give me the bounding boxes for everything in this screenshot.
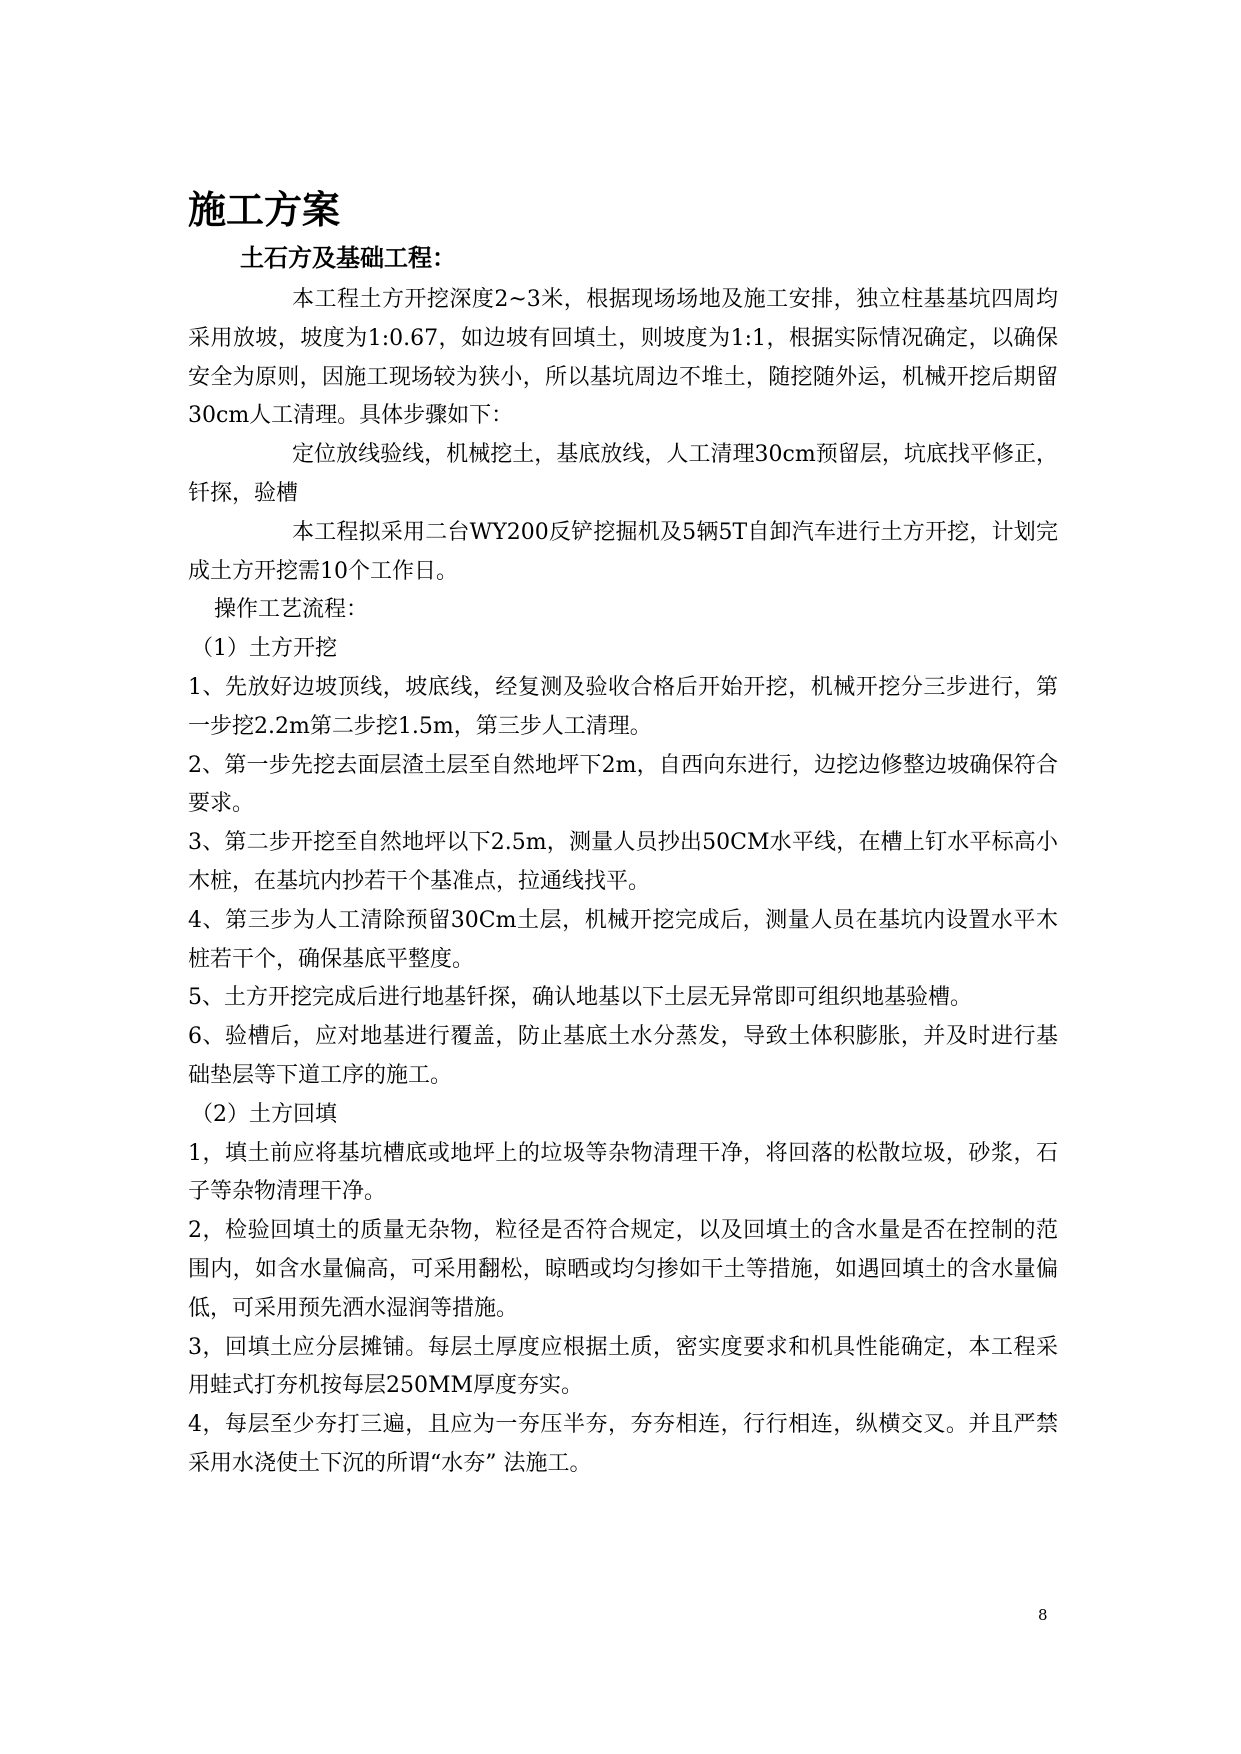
paragraph-excavation-item-1: 1、先放好边坡顶线，坡底线，经复测及验收合格后开始开挖，机械开挖分三步进行，第一步挖2.2m第二步挖1.5m，第三步人工清理。 (188, 674, 1058, 739)
page-title: 施工方案 (188, 188, 341, 232)
paragraph-excavation-steps: 定位放线验线，机械挖土，基底放线，人工清理30cm预留层，坑底找平修正，钎探，验槽 (188, 442, 1058, 506)
paragraph-subsection-excavation: （1）土方开挖 (191, 636, 337, 662)
paragraph-excavation-item-3: 3、第二步开挖至自然地坪以下2.5m，测量人员抄出50CM水平线，在槽上钉水平标高小木桩，在基坑内抄若干个基准点，拉通线找平。 (188, 830, 1058, 894)
paragraph-equipment-plan: 本工程拟采用二台WY200反铲挖掘机及5辆5T自卸汽车进行土方开挖，计划完成土方开挖需10个工作日。 (188, 519, 1058, 584)
paragraph-excavation-overview: 本工程土方开挖深度2~3米，根据现场场地及施工安排，独立柱基基坑四周均采用放坡，坡度为1:0.67，如边坡有回填土，则坡度为1:1，根据实际情况确定，以确保安全为原则，因施工现场较为狭小，所以基坑周边不堆土，随挖随外运，机械开挖后期留30cm人工清理。具体步骤如下： (188, 287, 1058, 429)
paragraph-excavation-item-6: 6、验槽后，应对地基进行覆盖，防止基底土水分蒸发，导致土体积膨胀，并及时进行基础垫层等下道工序的施工。 (188, 1024, 1058, 1088)
section-heading: 土石方及基础工程： (240, 244, 456, 272)
page-number: 8 (1038, 1606, 1048, 1624)
paragraph-excavation-item-5: 5、土方开挖完成后进行地基钎探，确认地基以下土层无异常即可组织地基验槽。 (188, 985, 972, 1011)
paragraph-excavation-item-2: 2、第一步先挖去面层渣土层至自然地坪下2m，自西向东进行，边挖边修整边坡确保符合要求。 (188, 752, 1058, 817)
paragraph-backfill-item-1: 1，填土前应将基坑槽底或地坪上的垃圾等杂物清理干净，将回落的松散垃圾，砂浆，石子等杂物清理干净。 (188, 1140, 1058, 1205)
paragraph-backfill-item-3: 3，回填土应分层摊铺。每层土厚度应根据土质，密实度要求和机具性能确定，本工程采用蛙式打夯机按每层250MM厚度夯实。 (188, 1334, 1058, 1399)
body-text (188, 281, 1058, 1484)
paragraph-backfill-item-2: 2，检验回填土的质量无杂物，粒径是否符合规定，以及回填土的含水量是否在控制的范围内，如含水量偏高，可采用翻松，晾晒或均匀掺如干土等措施，如遇回填土的含水量偏低，可采用预先洒水湿润等措施。 (188, 1218, 1058, 1321)
paragraph-process-heading: 操作工艺流程： (214, 597, 369, 623)
paragraph-backfill-item-4: 4，每层至少夯打三遍，且应为一夯压半夯，夯夯相连，行行相连，纵横交叉。并且严禁采用水浇使土下沉的所谓“水夯” 法施工。 (188, 1412, 1058, 1476)
paragraph-excavation-item-4: 4、第三步为人工清除预留30Cm土层，机械开挖完成后，测量人员在基坑内设置水平木桩若干个，确保基底平整度。 (188, 907, 1058, 972)
paragraph-subsection-backfill: （2）土方回填 (191, 1101, 337, 1127)
